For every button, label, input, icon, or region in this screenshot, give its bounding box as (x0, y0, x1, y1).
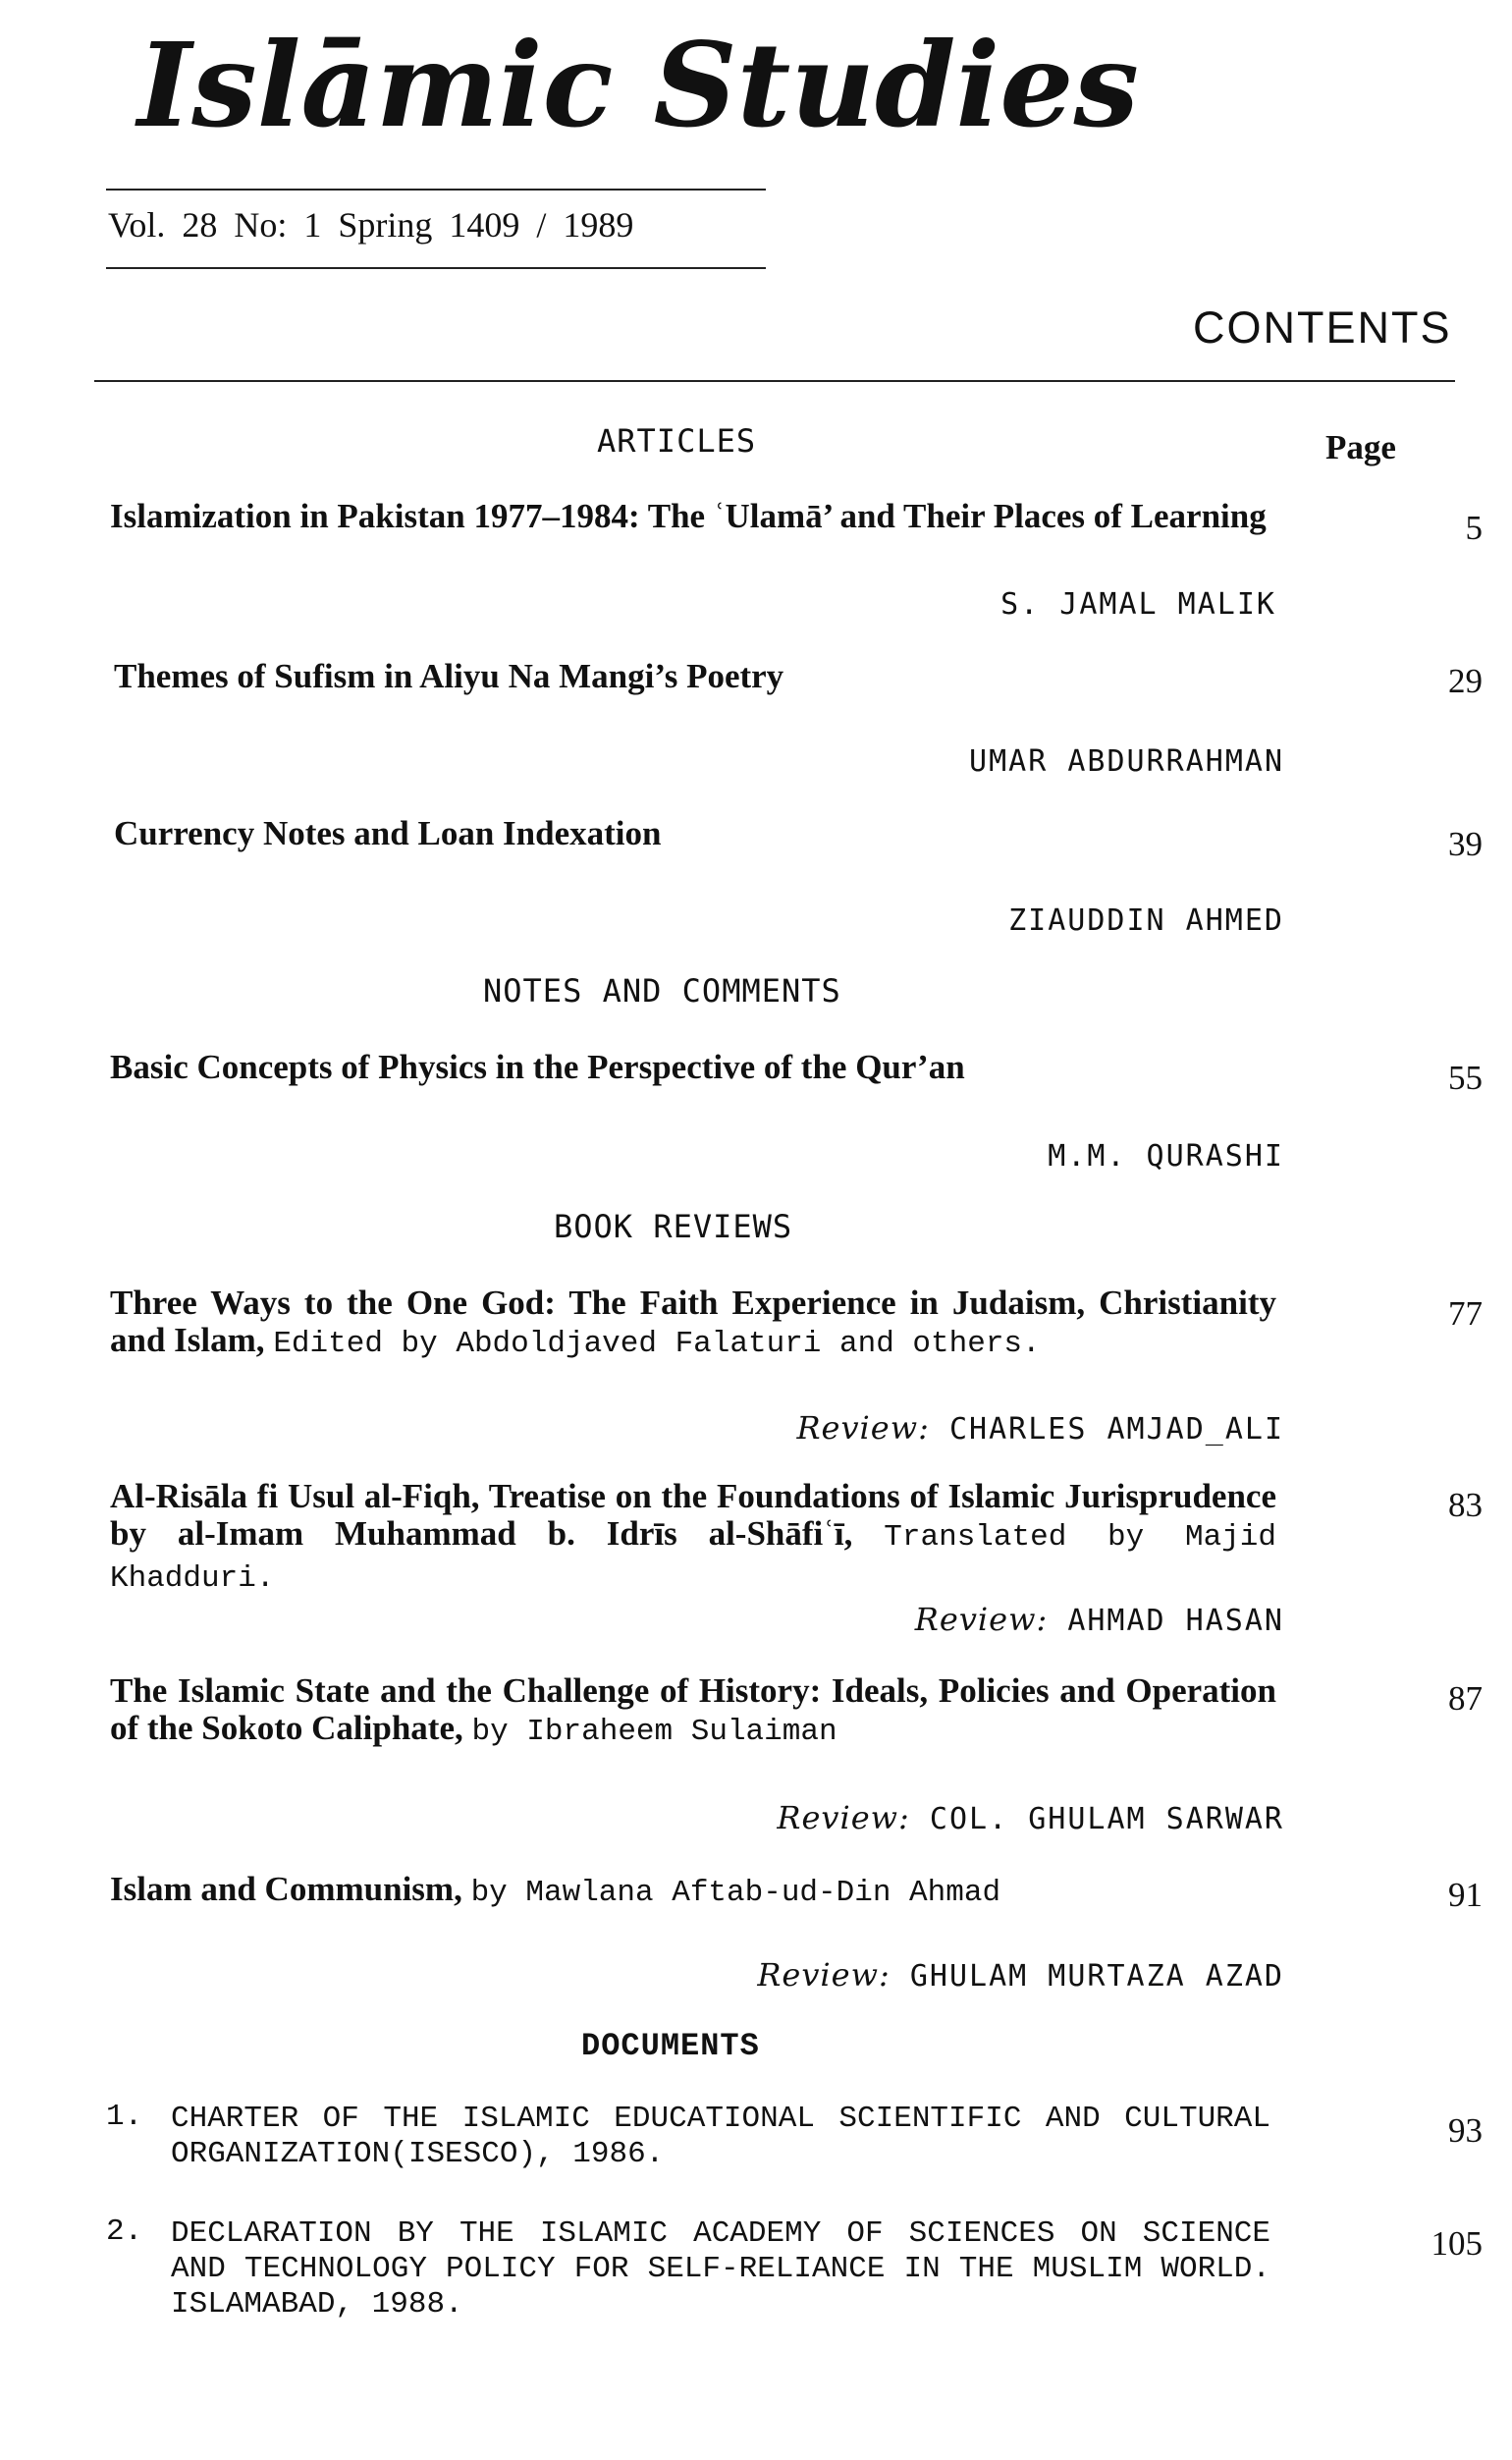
review-label-2: Review: (914, 1601, 1049, 1638)
review-reviewer-1 (589, 1409, 1284, 1447)
article-author-2: UMAR ABDURRAHMAN (969, 744, 1284, 779)
review-title-3: The Islamic State and the Challenge of History: Ideals, Policies and Operation of the Sokoto Caliphate, (110, 1671, 1276, 1747)
review-title-2: Al-Risāla fi Usul al-Fiqh, Treatise on the Foundations of Islamic Jurisprudence by al-Imam Muhammad b. Idrīs al-Shāfiʿī, (110, 1477, 1276, 1553)
issue-rule (106, 267, 766, 269)
logo-lettering (137, 10, 1139, 177)
reviewer-name-3: COL. GHULAM SARWAR (929, 1802, 1284, 1836)
article-page-1: 5 (1465, 509, 1483, 547)
review-label-3: Review: (777, 1799, 910, 1836)
article-title-3: Currency Notes and Loan Indexation (114, 814, 662, 852)
review-label-1: Review: (796, 1409, 930, 1447)
article-title-2: Themes of Sufism in Aliyu Na Mangi’s Poetry (114, 657, 784, 695)
document-page-1: 93 (1448, 2111, 1483, 2150)
article-author-3: ZIAUDDIN AHMED (1008, 903, 1284, 938)
document-title-2: DECLARATION BY THE ISLAMIC ACADEMY OF SCIENCES ON SCIENCE AND TECHNOLOGY POLICY FOR SELF-RELIANCE IN THE MUSLIM WORLD. ISLAMABAD, 1988. (171, 2216, 1270, 2322)
top-rule (106, 189, 766, 191)
review-label-4: Review: (757, 1956, 891, 1994)
article-title-1: Islamization in Pakistan 1977–1984: The ʿUlamā’ and Their Places of Learning (110, 497, 1267, 535)
section-articles: ARTICLES (597, 422, 757, 460)
section-reviews: BOOK REVIEWS (554, 1208, 793, 1245)
review-entry-1 (110, 1285, 1276, 1363)
review-reviewer-4 (589, 1956, 1284, 1994)
note-author-1: M.M. QURASHI (1048, 1139, 1284, 1174)
review-page-2: 83 (1448, 1486, 1483, 1524)
document-number-1: 1. (106, 2100, 143, 2134)
review-title-4: Islam and Communism, (110, 1870, 462, 1908)
contents-heading: CONTENTS (1193, 302, 1452, 353)
contents-rule (94, 380, 1455, 382)
logo-text: Islāmic Studies (137, 17, 1139, 153)
review-byline-4: by Mawlana Aftab-ud-Din Ahmad (470, 1876, 1001, 1910)
journal-logo (137, 10, 1139, 177)
review-reviewer-3 (589, 1799, 1284, 1836)
review-byline-2: Translated by Majid Khadduri. (110, 1520, 1276, 1596)
reviewer-name-1: CHARLES AMJAD_ALI (948, 1412, 1284, 1447)
review-entry-4 (110, 1871, 1276, 1912)
review-page-3: 87 (1448, 1679, 1483, 1718)
review-title-1: Three Ways to the One God: The Faith Experience in Judaism, Christianity and Islam, (110, 1284, 1276, 1359)
page-column-heading: Page (1325, 428, 1396, 466)
review-byline-1: Edited by Abdoldjaved Falaturi and others. (273, 1327, 1041, 1361)
review-page-1: 77 (1448, 1294, 1483, 1333)
reviewer-name-4: GHULAM MURTAZA AZAD (909, 1959, 1284, 1994)
section-documents: DOCUMENTS (581, 2028, 760, 2064)
review-entry-3 (110, 1672, 1276, 1751)
note-page-1: 55 (1448, 1059, 1483, 1097)
note-title-1: Basic Concepts of Physics in the Perspective of the Qur’an (110, 1048, 965, 1086)
review-byline-3: by Ibraheem Sulaiman (471, 1715, 837, 1749)
document-number-2: 2. (106, 2214, 143, 2249)
review-reviewer-2 (589, 1601, 1284, 1638)
article-author-1: S. JAMAL MALIK (1000, 587, 1276, 622)
article-page-2: 29 (1448, 662, 1483, 700)
review-entry-2 (110, 1478, 1276, 1598)
section-notes: NOTES AND COMMENTS (483, 972, 841, 1010)
article-page-3: 39 (1448, 825, 1483, 863)
review-page-4: 91 (1448, 1876, 1483, 1914)
reviewer-name-2: AHMAD HASAN (1067, 1604, 1284, 1638)
document-page-2: 105 (1431, 2224, 1483, 2263)
document-title-1: CHARTER OF THE ISLAMIC EDUCATIONAL SCIENTIFIC AND CULTURAL ORGANIZATION(ISESCO), 1986. (171, 2102, 1270, 2171)
issue-line: Vol. 28 No: 1 Spring 1409 / 1989 (108, 205, 634, 245)
